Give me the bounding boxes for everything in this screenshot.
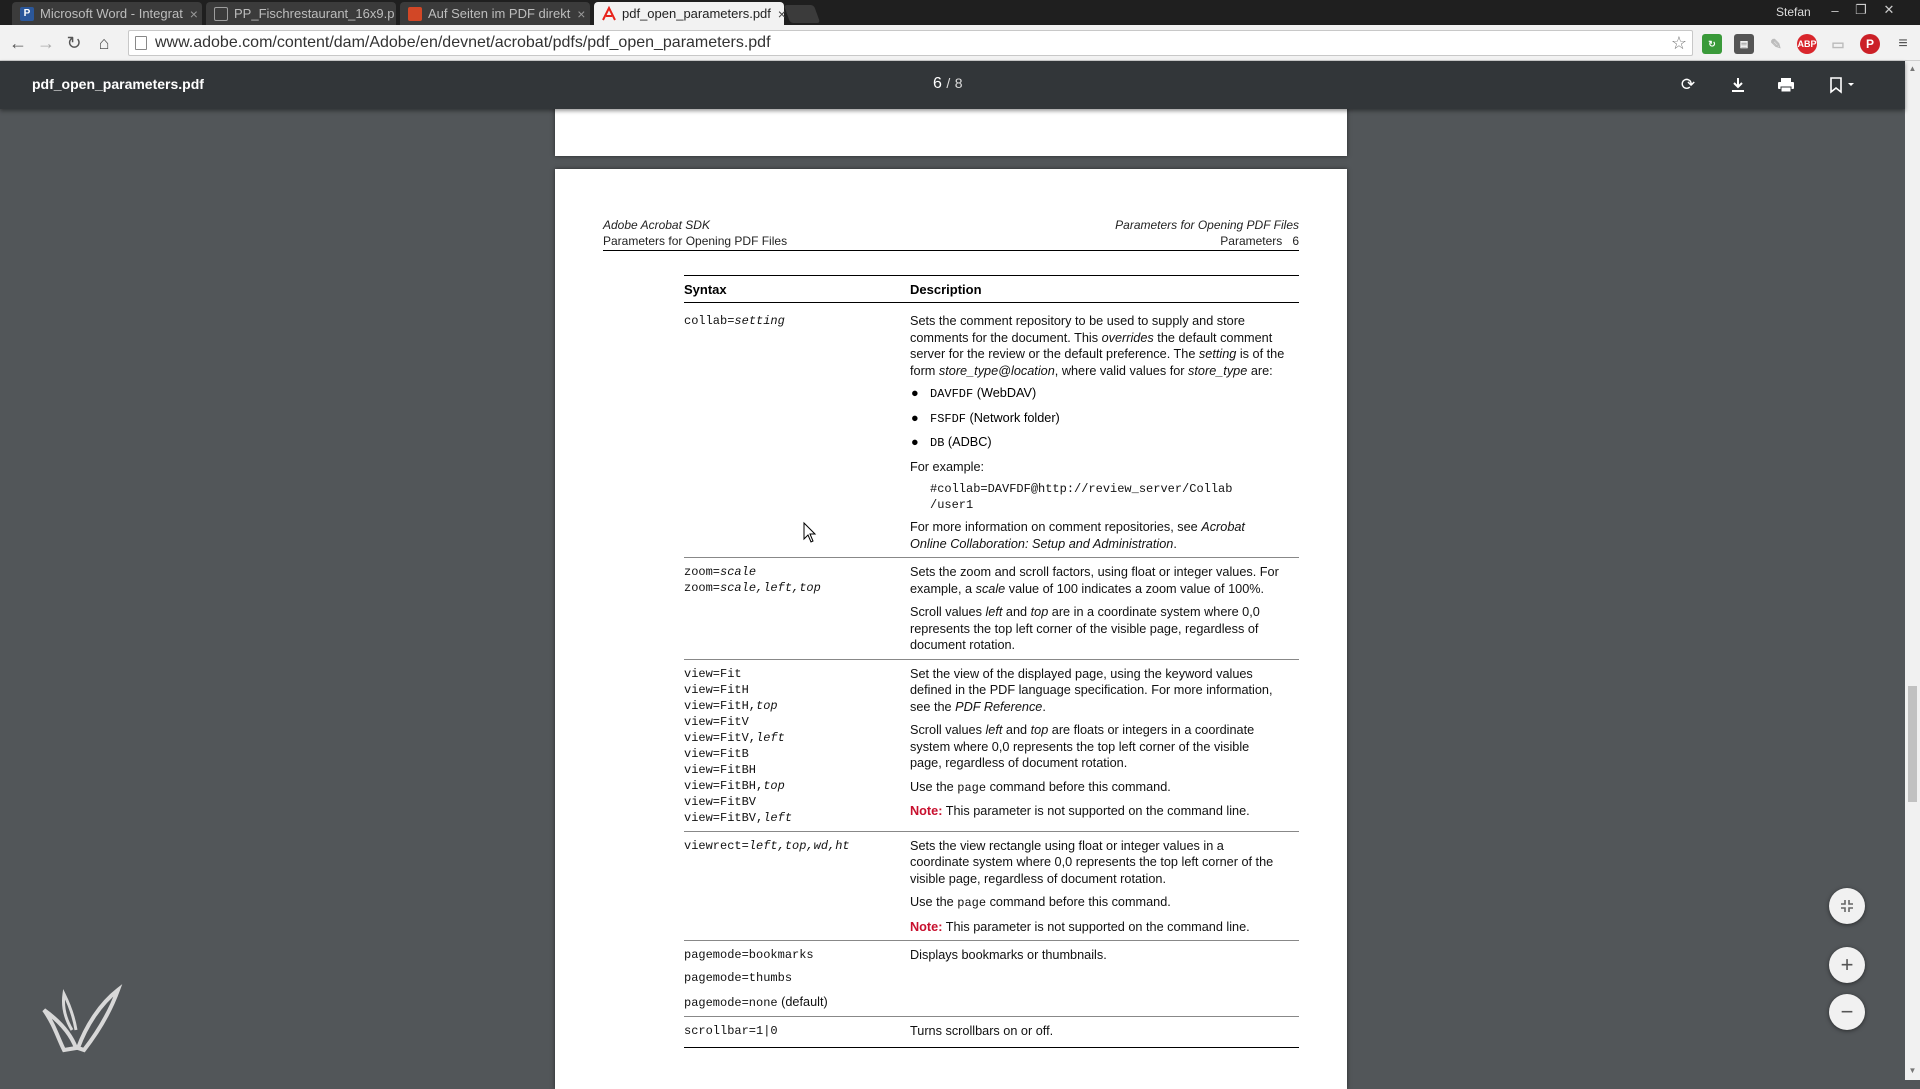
pinterest-icon[interactable]: P	[1860, 34, 1880, 54]
text-emphasis: store_type	[1188, 363, 1248, 378]
text-line: server for the review or the default preference. The	[910, 347, 1199, 361]
bullet-icon: ●	[911, 410, 919, 425]
slides-icon	[408, 7, 422, 21]
syntax-line: pagemode=bookmarks	[684, 948, 814, 962]
text-line: Use the	[910, 779, 958, 794]
pdf-page-6	[555, 169, 1347, 1089]
syntax-text: view=FitV,	[684, 730, 757, 745]
code-text: DB	[930, 436, 945, 450]
text-emphasis: top	[1030, 723, 1049, 737]
text-line: Set the view of the displayed page, using the keyword values	[910, 666, 1253, 681]
text-line: Sets the zoom and scroll factors, using float or integer values. For	[910, 565, 1279, 579]
text-line: .	[1042, 699, 1046, 714]
fit-to-page-icon	[1840, 899, 1854, 913]
syntax-arg: left,top,wd,ht	[748, 838, 850, 853]
text-line: Use the	[910, 895, 958, 909]
word-icon: P	[20, 7, 34, 21]
address-bar[interactable]	[128, 30, 1693, 56]
list-item	[910, 385, 1299, 403]
tab-label: PP_Fischrestaurant_16x9.p	[234, 6, 395, 21]
header-page-number: 6	[1292, 234, 1299, 248]
minus-icon: −	[1840, 999, 1854, 1024]
description-zoom	[910, 564, 1299, 654]
close-icon[interactable]: ×	[777, 5, 786, 22]
tab-pdf-open-parameters[interactable]	[594, 2, 784, 25]
url-text[interactable]: www.adobe.com/content/dam/Adobe/en/devnet/acrobat/pdfs/pdf_open_parameters.pdf	[155, 34, 771, 51]
new-tab-button[interactable]	[784, 5, 821, 23]
syntax-text: view=FitBV,	[684, 810, 764, 825]
table-row-scrollbar	[684, 1017, 1299, 1047]
page-header-right	[1115, 217, 1299, 249]
text-line: value of 100 indicates a zoom value of 100%.	[1005, 581, 1265, 596]
pdf-title: pdf_open_parameters.pdf	[32, 76, 204, 92]
text-line: For more information on comment repositories, see	[910, 520, 1202, 534]
column-header-syntax: Syntax	[684, 282, 727, 297]
code-text: FSFDF	[930, 411, 967, 426]
text-line: form	[910, 363, 939, 378]
print-icon[interactable]	[1774, 73, 1798, 97]
list-item-text: (Network folder)	[966, 410, 1060, 425]
description-paragraph	[910, 838, 1299, 888]
syntax-arg: setting	[734, 314, 785, 328]
list-item-text: (WebDAV)	[973, 386, 1037, 400]
extension-menu-icon[interactable]: ▤	[1734, 34, 1754, 54]
table-row-viewrect	[684, 832, 1299, 941]
description-pagemode: Displays bookmarks or thumbnails.	[910, 948, 1107, 962]
syntax-text: zoom=	[684, 565, 721, 579]
table-row-pagemode	[684, 941, 1299, 1016]
syntax-pagemode	[684, 947, 910, 1011]
table-row-collab	[684, 303, 1299, 557]
download-icon[interactable]	[1726, 73, 1750, 97]
text-line: is of the	[1236, 347, 1285, 361]
parameters-table	[684, 275, 1299, 1048]
header-sdk: Adobe Acrobat SDK	[603, 218, 710, 232]
extension-refresh-icon[interactable]: ↻	[1702, 34, 1722, 54]
text-emphasis: overrides	[1101, 330, 1154, 345]
viewer-scrollbar[interactable]	[1905, 61, 1920, 1080]
restore-icon[interactable]: ❐	[1855, 2, 1867, 17]
code-text: page	[957, 896, 987, 910]
text-line: Sets the view rectangle using float or integer values in a	[910, 838, 1224, 853]
code-line: /user1	[930, 498, 974, 512]
syntax-text: pagemode=none	[684, 996, 778, 1010]
text-emphasis: left	[985, 723, 1003, 737]
store-type-list	[910, 385, 1299, 452]
home-icon[interactable]: ⌂	[98, 32, 110, 53]
close-window-icon[interactable]: ✕	[1883, 2, 1895, 17]
description-paragraph	[910, 722, 1299, 772]
column-header-description: Description	[910, 282, 982, 297]
code-text: DAVFDF	[930, 387, 974, 401]
extension-feather-icon[interactable]: ✎	[1770, 35, 1782, 52]
text-emphasis: Acrobat	[1201, 520, 1245, 534]
description-paragraph	[910, 779, 1299, 797]
text-line: command before this command.	[986, 779, 1171, 794]
syntax-arg: left	[763, 810, 793, 825]
syntax-text: view=FitV	[684, 714, 749, 729]
rotate-icon[interactable]: ⟳	[1680, 75, 1696, 94]
syntax-text: view=FitB	[684, 746, 749, 761]
description-paragraph	[910, 894, 1299, 912]
note-paragraph	[910, 919, 1299, 936]
description-paragraph	[910, 666, 1299, 716]
browser-menu-icon[interactable]: ≡	[1898, 35, 1908, 52]
syntax-collab	[684, 313, 910, 552]
text-emphasis: Online Collaboration: Setup and Administration	[910, 536, 1174, 551]
table-header-row	[684, 276, 1299, 302]
tab-label: pdf_open_parameters.pdf	[622, 6, 771, 21]
page-indicator	[933, 75, 963, 93]
text-line: the default comment	[1153, 330, 1273, 345]
browser-toolbar	[0, 25, 1920, 61]
zoom-in-button[interactable]	[1829, 947, 1865, 983]
text-line: Scroll values	[910, 723, 986, 737]
plus-icon: +	[1840, 952, 1854, 977]
text-line: command before this command.	[986, 895, 1171, 909]
table-bottom-rule	[684, 1047, 1299, 1048]
text-line: example, a	[910, 581, 976, 596]
text-emphasis: store_type@location	[938, 363, 1055, 378]
header-doc-title: Parameters for Opening PDF Files	[603, 234, 788, 248]
list-item	[910, 434, 1299, 452]
text-line: document rotation.	[910, 638, 1016, 652]
note-text: This parameter is not supported on the command line.	[942, 919, 1250, 934]
page-icon	[135, 36, 147, 50]
scroll-down-icon[interactable]: ▼	[1908, 1066, 1917, 1075]
text-line: Scroll values	[910, 605, 986, 619]
header-chapter: Parameters for Opening PDF Files	[1115, 218, 1299, 232]
syntax-line: pagemode=thumbs	[684, 971, 793, 985]
note-text: This parameter is not supported on the command line.	[942, 804, 1250, 818]
description-paragraph	[910, 564, 1299, 597]
syntax-text: view=FitBV	[684, 794, 757, 809]
syntax-zoom	[684, 564, 910, 654]
syntax-suffix: (default)	[777, 995, 828, 1009]
text-line: , where valid values for	[1054, 363, 1189, 378]
list-item	[910, 410, 1299, 428]
syntax-arg: scale,left,top	[720, 581, 821, 595]
text-line: Sets the comment repository to be used to supply and store	[910, 314, 1245, 328]
syntax-text: viewrect=	[684, 838, 749, 853]
syntax-arg: top	[763, 778, 785, 793]
header-rule	[603, 250, 1299, 251]
pdf-toolbar	[0, 61, 1905, 109]
current-page[interactable]: 6	[933, 75, 942, 92]
syntax-text: collab=	[684, 314, 735, 328]
tab-pp-fischrestaurant[interactable]	[206, 2, 396, 25]
scrollbar-thumb[interactable]	[1908, 686, 1917, 802]
zoom-out-button[interactable]	[1829, 994, 1865, 1030]
description-paragraph	[910, 604, 1299, 654]
header-section	[1115, 233, 1299, 249]
syntax-text: view=FitH,	[684, 698, 757, 713]
table-row-zoom	[684, 558, 1299, 659]
description-view	[910, 666, 1299, 826]
description-paragraph	[910, 313, 1299, 379]
text-line: see the	[910, 699, 956, 714]
close-icon[interactable]: ×	[577, 5, 586, 22]
header-section-label: Parameters	[1220, 234, 1283, 248]
butterfly-logo-icon	[40, 980, 120, 1054]
syntax-text: zoom=	[684, 581, 721, 595]
syntax-viewrect	[684, 838, 910, 936]
text-line: visible page, regardless of document rotation.	[910, 871, 1167, 886]
note-label: Note:	[910, 804, 943, 818]
note-paragraph	[910, 803, 1299, 820]
description-scrollbar: Turns scrollbars on or off.	[910, 1024, 1054, 1038]
bookmark-star-icon[interactable]: ☆	[1670, 32, 1688, 53]
text-emphasis: top	[1030, 605, 1049, 619]
text-line: are floats or integers in a coordinate	[1048, 723, 1255, 737]
page-separator: /	[946, 75, 951, 91]
close-icon[interactable]: ×	[189, 5, 198, 22]
text-line: and	[1002, 723, 1031, 737]
browser-tab-strip	[0, 0, 1920, 25]
text-line: represents the top left corner of the visible page, regardless of	[910, 621, 1259, 636]
syntax-text: view=FitBH,	[684, 778, 764, 793]
forward-icon[interactable]: →	[37, 32, 55, 53]
bookmark-icon[interactable]	[1826, 73, 1860, 97]
text-line: are:	[1247, 363, 1273, 378]
code-text: page	[957, 780, 987, 795]
text-emphasis: scale	[975, 581, 1006, 596]
syntax-view	[684, 666, 910, 826]
syntax-arg: top	[756, 698, 778, 713]
table-row-view	[684, 660, 1299, 831]
note-label: Note:	[910, 919, 943, 934]
document-icon	[214, 7, 228, 21]
page-header-left	[603, 217, 787, 249]
tab-microsoft-word[interactable]	[12, 2, 202, 25]
text-line: system where 0,0 represents the top left corner of the visible	[910, 739, 1250, 754]
tab-label: Auf Seiten im PDF direkt	[428, 6, 571, 21]
text-line: comments for the document. This	[910, 330, 1102, 345]
text-line: page, regardless of document rotation.	[910, 756, 1128, 770]
text-emphasis: PDF Reference	[955, 699, 1043, 714]
scroll-up-icon[interactable]: ▲	[1908, 64, 1917, 73]
back-icon[interactable]: ←	[9, 32, 27, 53]
description-paragraph	[910, 519, 1299, 552]
syntax-text: view=Fit	[684, 666, 742, 681]
syntax-line-default	[684, 993, 910, 1011]
syntax-scrollbar: scrollbar=1|0	[684, 1024, 778, 1038]
for-example-label: For example:	[910, 459, 985, 474]
syntax-text: view=FitH	[684, 682, 749, 697]
profile-name[interactable]: Stefan	[1776, 5, 1811, 19]
adblock-icon[interactable]: ABP	[1797, 34, 1817, 54]
tab-label: Microsoft Word - Integrat	[40, 6, 183, 21]
description-collab	[910, 313, 1299, 552]
tab-auf-seiten[interactable]	[400, 2, 590, 25]
mouse-cursor-icon	[803, 522, 817, 544]
text-emphasis: left	[985, 605, 1003, 619]
list-item-text: (ADBC)	[944, 435, 992, 449]
bullet-icon: ●	[911, 435, 919, 449]
text-line: coordinate system where 0,0 represents the top left corner of the	[910, 855, 1274, 869]
syntax-arg: left	[756, 730, 785, 745]
text-emphasis: setting	[1198, 347, 1237, 361]
acrobat-icon	[602, 7, 616, 21]
syntax-arg: scale	[720, 565, 757, 579]
text-line: and	[1002, 605, 1031, 619]
code-line: #collab=DAVFDF@http://review_server/Collab	[930, 482, 1233, 496]
extension-cast-icon[interactable]: ▭	[1831, 35, 1845, 52]
syntax-text: view=FitBH	[684, 762, 757, 777]
description-viewrect	[910, 838, 1299, 936]
reload-icon[interactable]: ↻	[66, 32, 82, 53]
text-line: .	[1173, 536, 1177, 551]
bullet-icon: ●	[911, 386, 919, 400]
fit-page-button[interactable]	[1829, 888, 1865, 924]
minimize-icon[interactable]: –	[1831, 2, 1839, 18]
total-pages: 8	[954, 75, 963, 91]
text-line: defined in the PDF language specification. For more information,	[910, 683, 1273, 697]
example-code	[930, 481, 1299, 513]
text-line: are in a coordinate system where 0,0	[1048, 605, 1260, 619]
